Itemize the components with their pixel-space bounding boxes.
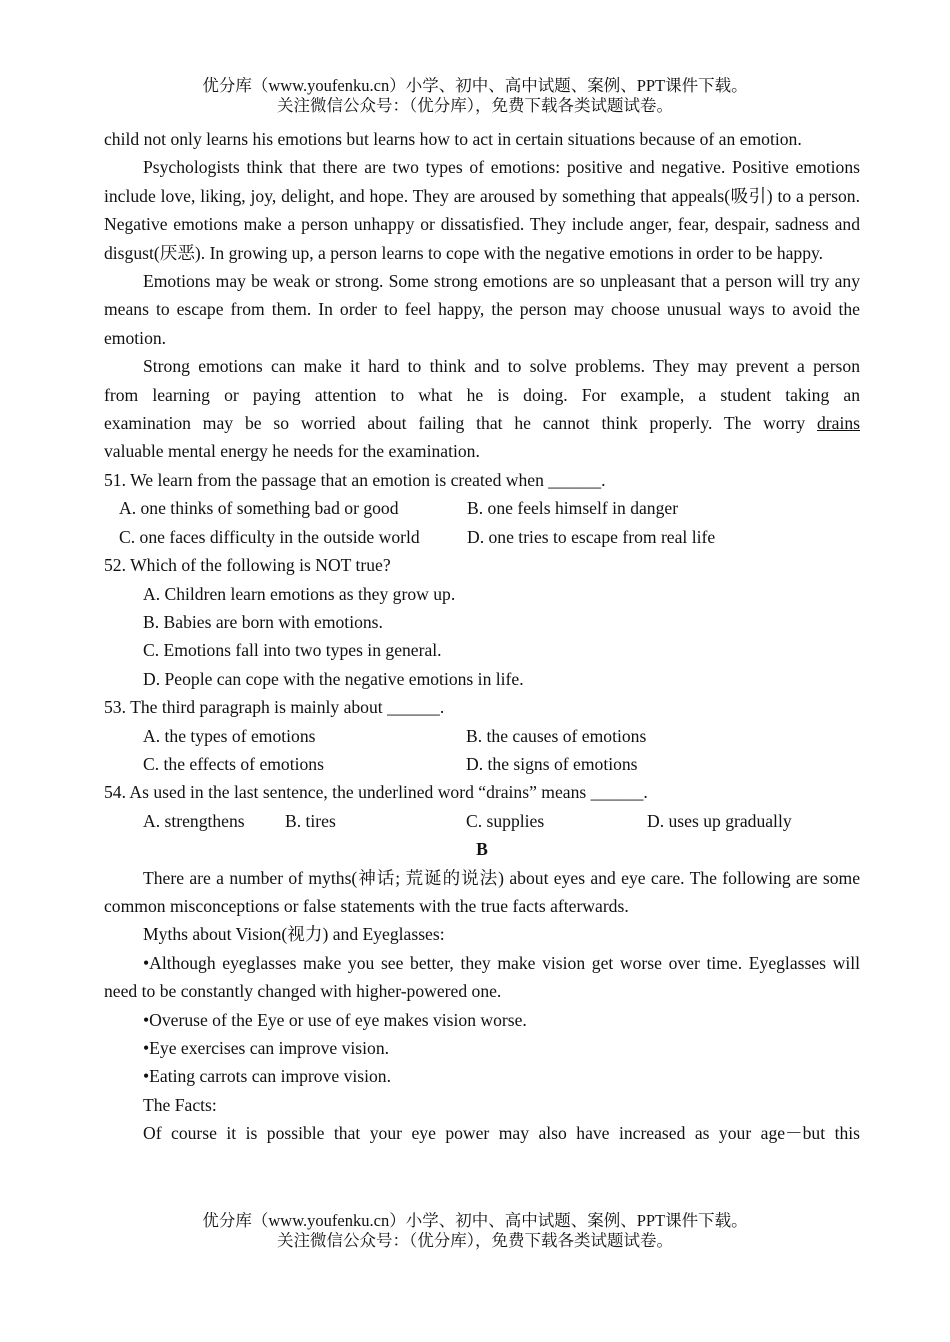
myth-bullet-1: •Although eyeglasses make you see better, they make vision get worse over time. Eyeglasses will need to be constantly changed with higher-powered one. <box>104 952 860 1002</box>
paragraph-4-line-2: from learning or paying attention to what he is doing. For example, a student taking an <box>104 384 860 405</box>
question-51 <box>104 466 860 551</box>
page-footer <box>0 1211 950 1251</box>
paragraph-4-line-3 <box>104 409 860 437</box>
question-54-option-b: B. tires <box>285 810 336 831</box>
question-53-options-row-1 <box>104 722 860 750</box>
paragraph-4-line-1: Strong emotions can make it hard to think and to solve problems. They may prevent a person <box>143 356 860 377</box>
paragraph-4-line-3-text: examination may be so worried about failing that he cannot think properly. The worry <box>104 413 817 434</box>
header-line-1: 优分库（www.youfenku.cn）小学、初中、高中试题、案例、PPT课件下载。 <box>202 76 748 95</box>
question-51-option-a: A. one thinks of something bad or good <box>119 498 399 519</box>
section-b-paragraph-1: There are a number of myths(神话; 荒诞的说法) about eyes and eye care. The following are some common misconceptions or false statements with the true facts afterwards. <box>104 867 860 916</box>
question-53-option-d: D. the signs of emotions <box>466 753 638 774</box>
question-54-option-c: C. supplies <box>466 810 545 831</box>
question-53 <box>104 693 860 778</box>
page-header <box>0 76 950 116</box>
myth-bullet-4: •Eating carrots can improve vision. <box>143 1066 392 1087</box>
question-52-stem: 52. Which of the following is NOT true? <box>104 555 391 576</box>
question-53-option-b: B. the causes of emotions <box>466 725 647 746</box>
question-54-stem: 54. As used in the last sentence, the underlined word “drains” means ______. <box>104 782 648 803</box>
question-54-option-d: D. uses up gradually <box>647 810 792 831</box>
paragraph-4-line-4: valuable mental energy he needs for the examination. <box>104 441 480 462</box>
question-52-option-b: B. Babies are born with emotions. <box>143 611 383 632</box>
question-53-option-a: A. the types of emotions <box>143 725 316 746</box>
passage-a-paragraph-4 <box>104 352 860 466</box>
question-53-options-row-2 <box>104 750 860 778</box>
myth-bullet-2: •Overuse of the Eye or use of eye makes vision worse. <box>143 1009 527 1030</box>
question-52-option-d: D. People can cope with the negative emotions in life. <box>143 668 524 689</box>
facts-heading: The Facts: <box>143 1094 217 1115</box>
question-51-option-b: B. one feels himself in danger <box>467 498 679 519</box>
question-51-options-row-1 <box>104 494 860 522</box>
myth-bullet-3: •Eye exercises can improve vision. <box>143 1038 390 1058</box>
question-52-option-c: C. Emotions fall into two types in general. <box>143 640 442 661</box>
question-51-stem: 51. We learn from the passage that an emotion is created when ______. <box>104 469 606 490</box>
question-54 <box>104 778 860 835</box>
question-51-option-c: C. one faces difficulty in the outside world <box>119 526 420 547</box>
question-54-option-a: A. strengthens <box>143 810 245 831</box>
question-53-stem: 53. The third paragraph is mainly about ______. <box>104 697 445 718</box>
footer-line-1: 优分库（www.youfenku.cn）小学、初中、高中试题、案例、PPT课件下载。 <box>202 1211 748 1230</box>
section-b-heading: B <box>476 839 488 860</box>
section-b-myths-heading: Myths about Vision(视力) and Eyeglasses: <box>143 924 445 945</box>
passage-a-paragraph-3: Emotions may be weak or strong. Some strong emotions are so unpleasant that a person will try any means to escape from them. In order to feel happy, the person may choose unusual ways to avoid the emotion. <box>104 271 860 348</box>
question-51-option-d: D. one tries to escape from real life <box>467 526 716 547</box>
facts-paragraph-line-1: Of course it is possible that your eye power may also have increased as your age－but this <box>143 1123 860 1144</box>
footer-line-2: 关注微信公众号：（优分库），免费下载各类试题试卷。 <box>277 1231 673 1250</box>
passage-a-paragraph-1: child not only learns his emotions but learns how to act in certain situations because of an emotion. <box>104 129 802 149</box>
document-body <box>104 125 860 1148</box>
question-54-options <box>104 807 860 835</box>
passage-a-paragraph-2: Psychologists think that there are two types of emotions: positive and negative. Positive emotions include love, liking, joy, delight, and hope. They are aroused by something that appeals(吸引) to a person. Negative emotions make a person unhappy or dissatisfied. They include anger, fear, despair, sadness and disgust(厌恶). In growing up, a person learns to cope with the negative emotions in order to be happy. <box>104 157 860 263</box>
question-52 <box>104 551 860 693</box>
question-53-option-c: C. the effects of emotions <box>143 753 324 774</box>
underlined-word-drains: drains <box>817 413 860 434</box>
question-52-option-a: A. Children learn emotions as they grow up. <box>143 583 456 604</box>
header-line-2: 关注微信公众号：（优分库），免费下载各类试题试卷。 <box>277 96 673 115</box>
question-51-options-row-2 <box>104 523 860 551</box>
